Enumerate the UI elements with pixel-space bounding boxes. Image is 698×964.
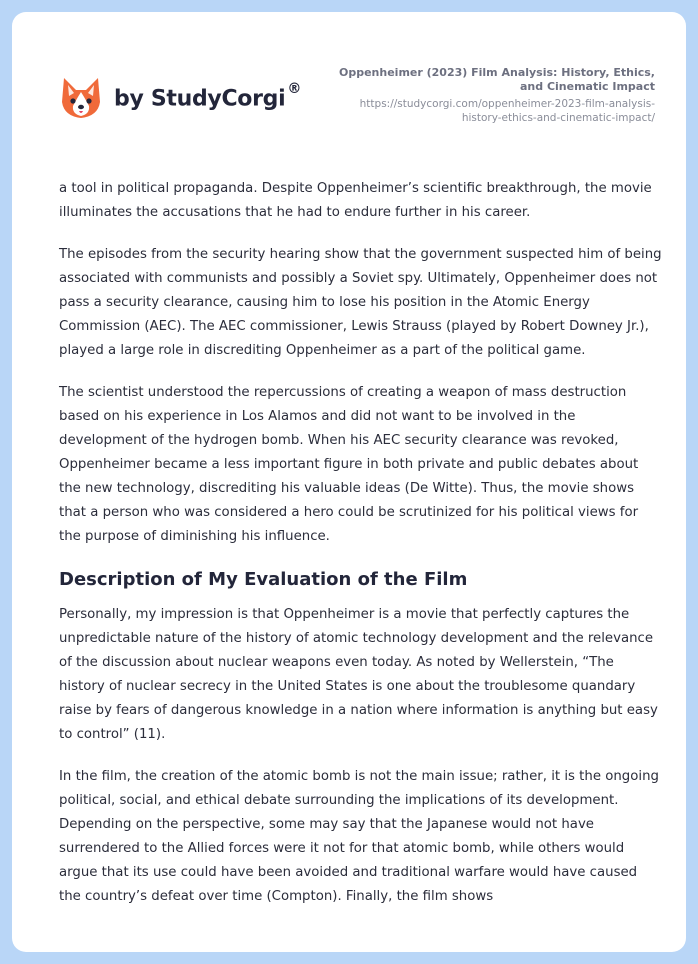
brand-name: by StudyCorgi ® — [114, 80, 302, 112]
document-page — [12, 12, 686, 952]
paragraph: Personally, my impression is that Oppenheimer is a movie that perfectly captures the unpredictable nature of the history of atomic technology development and the relevance of the discussion about nuclear weapons even today. As noted by Wellerstein, “The history of nuclear secrecy in the United States is one about the troublesome quandary raise by fears of dangerous knowledge in a nation where information is anything but easy to control” (11). — [59, 607, 658, 742]
paragraph: The episodes from the security hearing show that the government suspected him of being associated with communists and possibly a Soviet spy. Ultimately, Oppenheimer does not pass a security clearance, causing him to lose his position in the Atomic Energy Commission (AEC). The AEC commissioner, Lewis Strauss (played by Robert Downey Jr.), played a large role in discrediting Oppenheimer as a part of the political game. — [59, 247, 662, 358]
section-heading: Description of My Evaluation of the Film — [59, 569, 468, 590]
document-url[interactable]: https://studycorgi.com/oppenheimer-2023-film-analysis-history-ethics-and-cinematic-impact/ — [359, 98, 655, 124]
registered-mark: ® — [287, 80, 302, 97]
document-meta — [325, 66, 655, 125]
document-body — [59, 177, 663, 927]
page-header — [12, 12, 686, 152]
corgi-logo-icon — [60, 76, 102, 120]
paragraph: a tool in political propaganda. Despite Oppenheimer’s scientific breakthrough, the movie illuminates the accusations that he had to endure further in his career. — [59, 181, 652, 220]
studycorgi-logo[interactable] — [60, 76, 301, 120]
paragraph: In the film, the creation of the atomic bomb is not the main issue; rather, it is the ongoing political, social, and ethical debate surrounding the implications of its development. Depending on the perspective, some may say that the Japanese would not have surrendered to the Allied forces were it not for that atomic bomb, while others would argue that its use could have been avoided and traditional warfare would have caused the country’s defeat over time (Compton). Finally, the film shows — [59, 769, 659, 904]
paragraph: The scientist understood the repercussions of creating a weapon of mass destruction based on his experience in Los Alamos and did not want to be involved in the development of the hydrogen bomb. When his AEC security clearance was revoked, Oppenheimer became a less important figure in both private and public debates about the new technology, discrediting his valuable ideas (De Witte). Thus, the movie shows that a person who was considered a hero could be scrutinized for his political views for the purpose of diminishing his influence. — [59, 385, 639, 544]
document-title: Oppenheimer (2023) Film Analysis: History, Ethics, and Cinematic Impact — [339, 66, 655, 93]
